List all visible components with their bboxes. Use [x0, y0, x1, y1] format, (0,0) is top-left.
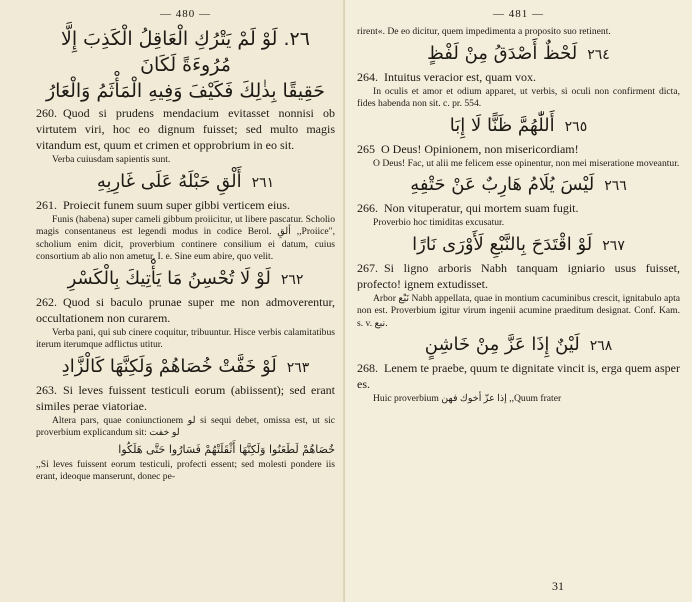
note-264: In oculis et amor et odium apparet, ut verbis, si oculi non confirment dicta, fides habenda non sit. c. pr. 554.	[357, 85, 680, 109]
arabic-number: ٢٦٦	[604, 178, 627, 194]
arabic-proverb-263	[36, 354, 335, 381]
arabic-number: ٢٦٧	[602, 237, 625, 254]
entry-266	[357, 200, 680, 216]
note-261: Funis (habena) super cameli gibbum proiicitur, ut libere pascatur. Scholio magis consentaneus est legendi modus in codice Berol. ألقِ ,,Proiice", scholium enim dicit, proverbium continere consilium ei datum, cuius consortium ab alio non ametur. I. e. Sine eum abire, quo velit.	[36, 213, 335, 262]
entry-260	[36, 105, 335, 153]
entry-text: Lenem te praebe, quum te dignitate vincit is, erga quem asper es.	[357, 361, 680, 391]
entry-267	[357, 260, 680, 292]
arabic-text: أَلْقِ حَبْلَهُ عَلَى غَارِبِهِ	[96, 170, 242, 192]
note-262: Verba pani, qui sub cinere coquitur, tribuuntur. Hisce verbis calamitatibus iterum iterumque adflictus utitur.	[36, 326, 335, 350]
entry-text: O Deus! Opinionem, non misericordiam!	[381, 141, 579, 156]
arabic-number: ٢٦٥	[564, 118, 588, 135]
entry-number: 260.	[36, 106, 57, 120]
arabic-number: ٢٦٤	[587, 46, 610, 63]
page-number: — 481 —	[493, 8, 544, 20]
entry-text: Proiecit funem suum super gibbi verticem eius.	[63, 197, 290, 212]
note-continuation: rirent«. De eo dicitur, quem impedimenta a proposito suo retinent.	[357, 26, 611, 37]
arabic-text: لَيْسَ يُلَامُ هَارِبٌ عَنْ حَتْفِهِ	[410, 174, 595, 195]
entry-number: 266.	[357, 201, 378, 215]
arabic-number: ٢٦١	[251, 174, 275, 191]
arabic-text: أَللّٰهُمَّ ظَنًّا لَا إِبَا	[449, 114, 555, 136]
note-263-translation: ,,Si leves fuissent eorum testiculi, profecti essent; sed molesti pondere iis erant, ideoque manserunt, donec pe-	[36, 458, 335, 482]
arabic-proverb-261	[36, 169, 335, 196]
arabic-number: ٢٦٢	[280, 271, 304, 288]
note-266: Proverbio hoc timiditas excusatur.	[373, 217, 505, 228]
arabic-proverb-267	[357, 232, 680, 259]
entry-number: 267.	[357, 260, 378, 275]
arabic-text: لَحْظٌ أَصْدَقُ مِنْ لَفْظٍ	[427, 42, 578, 64]
arabic-proverb-continuation: حَقِيقًا بِذٰلِكَ فَكَيْفَ وَفِيهِ الْمَأْثَمُ وَالْعَارُ	[45, 80, 326, 102]
entry-262	[36, 294, 335, 326]
note-267: Arbor نَبْع Nabh appellata, quae in montium cacuminibus crescit, ignitabulo apta non est. Proverbium igitur virum ingenii acumine praeditum designat. Conf. Kam. s. v. نبع.	[357, 292, 680, 329]
arabic-text: لَوْ لَا تُحْسِنُ مَا يَأْتِيكَ بِالْكَسْرِ	[67, 267, 271, 289]
entry-number: 268.	[357, 361, 378, 375]
entry-265	[357, 141, 680, 157]
page-number: — 480 —	[160, 8, 211, 20]
entry-268	[357, 360, 680, 392]
note-263: Altera pars, quae coniunctionem لو si sequi debet, omissa est, ut sic proverbium explicandum sit: لو خفت	[36, 414, 335, 438]
note-268: Huic proverbium إذا عزّ أخوك فهن ,,Quum frater	[373, 393, 562, 404]
right-page	[345, 0, 692, 602]
arabic-proverb-262	[36, 266, 335, 293]
arabic-proverb-264	[357, 41, 680, 68]
arabic-proverb-268	[357, 332, 680, 359]
entry-number: 262.	[36, 294, 57, 309]
note-263-arabic: خُصَاهُمْ لَطَعَنُوا وَلَكِنَّهَا أَثْقَلَتْهُمْ فَسَارُوا حَتَّى هَلَكُوا	[118, 442, 335, 456]
arabic-text: لَوْ خَفَّتْ خُصَاهُمْ وَلَكِنَّهَا كَالْزَّادِ	[61, 355, 277, 377]
left-page	[0, 0, 345, 602]
arabic-proverb-266	[357, 172, 680, 199]
entry-261	[36, 197, 335, 213]
entry-text: Intuitus veracior est, quam vox.	[384, 69, 536, 84]
entry-264	[357, 69, 680, 85]
entry-number: 261.	[36, 197, 57, 212]
arabic-proverb-265	[357, 113, 680, 140]
entry-number: 263.	[36, 382, 57, 397]
entry-text: Quod si prudens mendacium evitasset nonnisi ob virtutem viri, hoc eo dignum fuisset; sed multo magis vitandum est, quum et crimen et opprobrium in eo sit.	[36, 106, 335, 152]
entry-text: Non vituperatur, qui mortem suam fugit.	[384, 201, 579, 215]
arabic-proverb: ٢٦. لَوْ لَمْ يَتْرُكِ الْعَاقِلُ الْكَذِبَ إِلَّا مُرُوءَةً لَكَانَ	[61, 28, 310, 76]
arabic-text: لَوْ اقْتَدَحَ بِالنَّبْعِ لَأَوْرَى نَارًا	[412, 233, 593, 255]
arabic-text: لَيْنٌ إِذَا عَزَّ مِنْ خَاشِنٍ	[424, 334, 580, 355]
signature-number: 31	[552, 579, 564, 593]
entry-text: Quod si baculo prunae super me non admoverentur, occultationem non curarem.	[36, 294, 335, 325]
entry-number: 264.	[357, 69, 378, 84]
entry-number: 265	[357, 141, 375, 156]
arabic-number: ٢٦٣	[286, 359, 310, 376]
note-265: O Deus! Fac, ut alii me felicem esse opinentur, non mei miseratione moveantur.	[373, 157, 680, 169]
note-260: Verba cuiusdam sapientis sunt.	[52, 154, 171, 165]
entry-text: Si ligno arboris Nabh tanquam igniario usus fuisset, profecto! ignem extudisset.	[357, 260, 680, 291]
entry-263	[36, 382, 335, 414]
entry-text: Si leves fuissent testiculi eorum (abiissent); sed erant similes perae viatoriae.	[36, 382, 335, 413]
arabic-number: ٢٦٨	[589, 338, 613, 354]
